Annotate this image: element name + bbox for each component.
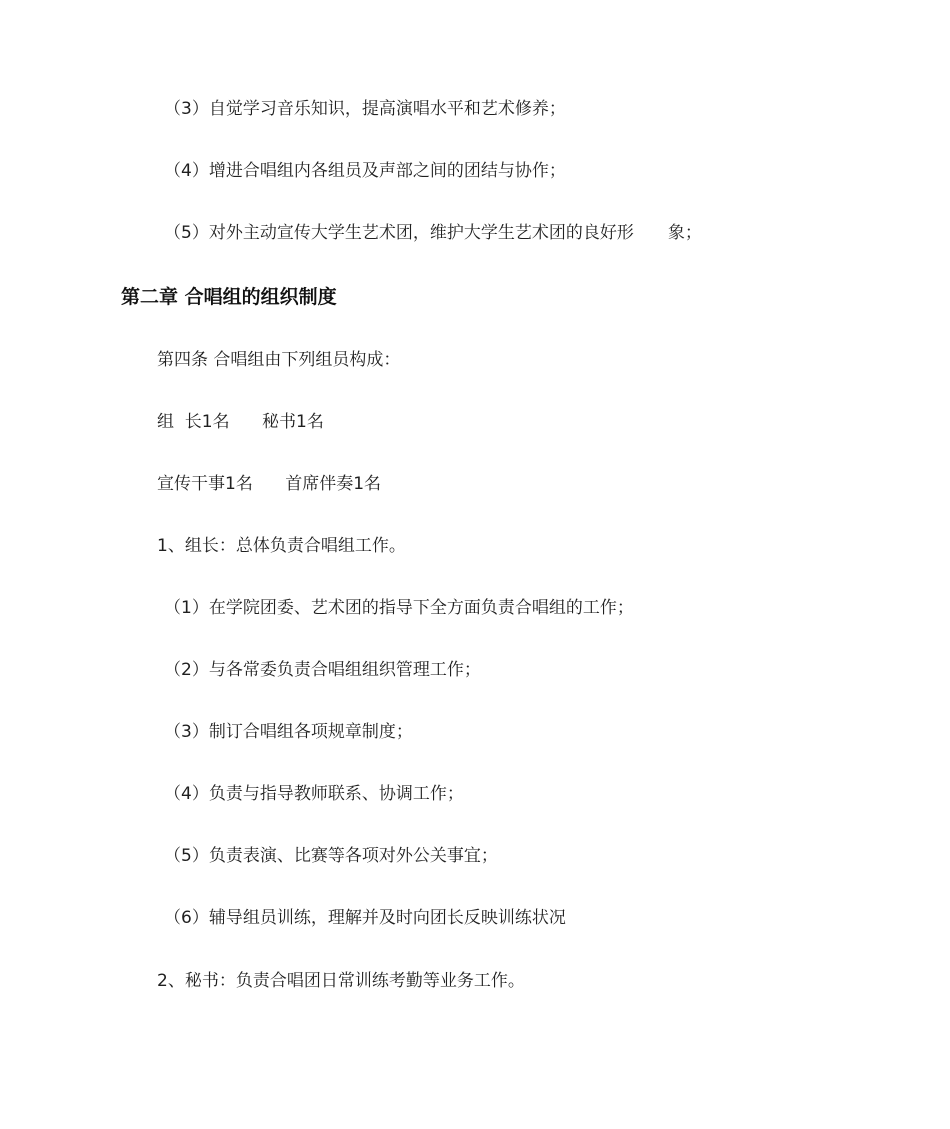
list-item: （5）对外主动宣传大学生艺术团，维护大学生艺术团的良好形 象；	[164, 223, 702, 243]
article-paragraph: 第四条 合唱组由下列组员构成：	[157, 350, 401, 370]
roster-line: 宣传干事1名 首席伴奏1名	[157, 474, 382, 494]
list-item: （1）在学院团委、艺术团的指导下全方面负责合唱组的工作；	[164, 598, 634, 618]
section-title-secretary: 2、秘书：负责合唱团日常训练考勤等业务工作。	[157, 971, 525, 991]
list-item: （3）自觉学习音乐知识，提高演唱水平和艺术修养；	[164, 99, 566, 119]
roster-line: 组 长1名 秘书1名	[157, 412, 324, 432]
list-item: （5）负责表演、比赛等各项对外公关事宜；	[164, 846, 498, 866]
list-item: （4）负责与指导教师联系、协调工作；	[164, 784, 464, 804]
section-title-leader: 1、组长：总体负责合唱组工作。	[157, 536, 406, 556]
list-item: （2）与各常委负责合唱组组织管理工作；	[164, 660, 481, 680]
list-item: （4）增进合唱组内各组员及声部之间的团结与协作；	[164, 161, 566, 181]
list-item: （6）辅导组员训练，理解并及时向团长反映训练状况	[164, 908, 566, 928]
chapter-heading: 第二章 合唱组的组织制度	[121, 286, 337, 308]
list-item: （3）制订合唱组各项规章制度；	[164, 722, 413, 742]
